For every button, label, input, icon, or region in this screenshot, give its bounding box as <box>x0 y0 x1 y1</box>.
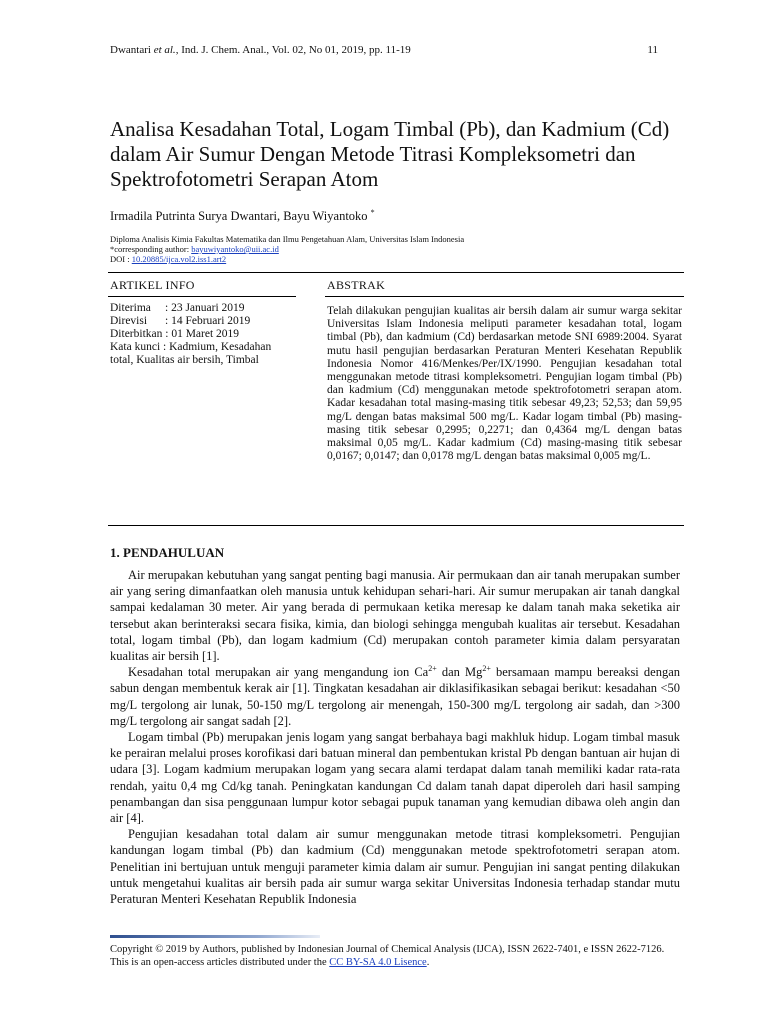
article-info-heading: ARTIKEL INFO <box>110 278 195 292</box>
doi-line <box>110 254 464 264</box>
superscript: 2+ <box>428 664 437 674</box>
divider-bottom <box>108 525 684 526</box>
corresponding-mark: * <box>370 208 375 217</box>
copyright-footer <box>110 943 680 969</box>
published-line: Diterbitkan : 01 Maret 2019 <box>110 328 240 340</box>
doi-label: DOI : <box>110 254 130 264</box>
abstract-divider <box>325 296 684 297</box>
footer-bar <box>110 935 320 938</box>
received-label: Diterima <box>110 302 151 314</box>
affiliation-block <box>110 234 464 264</box>
doi-link[interactable]: 10.20885/ijca.vol2.iss1.art2 <box>131 254 227 264</box>
copyright-text: Copyright © 2019 by Authors, published by Indonesian Journal of Chemical Analysis (IJCA), ISSN 2622-7401, e ISSN 2622-7126. This is an open-access articles distributed under the <box>110 944 665 968</box>
footer-end: . <box>426 957 430 968</box>
paragraph: Air merupakan kebutuhan yang sangat penting bagi manusia. Air permukaan dan air tanah merupakan sumber air yang sering dimanfaatkan oleh manusia untuk kehidupan sehari-hari. Air sumur merupakan air tanah dangkal sampai kedalaman 30 meter. Air yang berada di permukaan ketika meresap ke dalam tanah maka seketika air tersebut akan berinteraksi secara fisika, kimia, dan biologi sehingga mengubah kualitas air tersebut. Kesadahan total, logam timbal (Pb), dan logam kadmium (Cd) merupakan contoh parameter kimia dalam persyaratan kualitas air bersih [1]. <box>110 568 680 664</box>
paragraph: Pengujian kesadahan total dalam air sumur menggunakan metode titrasi kompleksometri. Pengujian kandungan logam timbal (Pb) dan kadmium (Cd) menggunakan metode spektrofotometri serapan atom. Penelitian ini bertujuan untuk menguji parameter kimia dalam air sumur. Pengujian ini sangat penting dilakukan untuk mengetahui kualitas air bersih pada air sumur warga sekitar Universitas Indonesia terhadap standar mutu Peraturan Menteri Kesehatan Republik Indonesia <box>110 827 680 907</box>
paragraph-part: Kesadahan total merupakan air yang mengandung ion Ca <box>128 665 429 680</box>
revised-label: Direvisi <box>110 315 148 327</box>
affiliation: Diploma Analisis Kimia Fakultas Matematika dan Ilmu Pengetahuan Alam, Universitas Islam Indonesia <box>110 234 465 244</box>
header-etal: et al. <box>153 44 176 56</box>
received-date: : 23 Januari 2019 <box>165 302 245 314</box>
abstract-text: Telah dilakukan pengujian kualitas air bersih dalam air sumur warga sekitar Universitas Islam Indonesia meliputi parameter kesadahan total, logam timbal (Pb), dan kadmium (Cd) berdasarkan metode SNI 6989:2004. Syarat mutu hasil pengujian berdasarkan Peraturan Menteri Kesehatan Republik Indonesia Nomor 416/Menkes/Per/IX/1990. Pengujian kesadahan total menggunakan metode titrasi kompleksometri. Pengujian logam timbal (Pb) dan kadmium (Cd) menggunakan metode spektrofotometri serapan atom. Kadar kesadahan total masing-masing titik sebesar 49,23; 52,53; dan 59,95 mg/L dengan batas maksimal 500 mg/L. Kadar logam timbal (Pb) masing-masing titik sebesar 0,2995; 0,2271; dan 0,4364 mg/L dengan batas maksimal 0,05 mg/L. Kadar kadmium (Cd) masing-masing titik sebesar 0,0167; 0,0147; dan 0,0178 mg/L dengan batas maksimal 0,005 mg/L. <box>327 305 682 463</box>
article-info-body <box>110 302 296 367</box>
corresponding-label: *corresponding author: <box>110 244 190 254</box>
page-number: 11 <box>647 44 658 56</box>
header-author: Dwantari <box>110 44 151 56</box>
paragraph: Logam timbal (Pb) merupakan jenis logam yang sangat berbahaya bagi makhluk hidup. Logam timbal masuk ke perairan melalui proses korofikasi dari batuan mineral dan pembentukan kristal Pb dengan bantuan air hujan di udara [3]. Logam kadmium merupakan logam yang secara alami terdapat dalam tanah memiliki kadar rata-rata rendah, yaitu 0,4 mg Cd/kg tanah. Peningkatan kandungan Cd dalam tanah dapat diperoleh dari hasil samping penambangan dan sisa penggunaan lumpur kotor sebagai pupuk tanaman yang kemudian dibawa oleh angin dan air [4]. <box>110 730 680 826</box>
abstract-heading: ABSTRAK <box>327 278 386 292</box>
introduction-body <box>110 567 680 907</box>
paragraph-part: bersamaan mampu bereaksi dengan sabun dengan membentuk kerak air [1]. Tingkatan kesadahan air diklasifikasikan sebagai berikut: kesadahan <50 mg/L tergolong air lunak, 50-150 mg/L tergolong air menengah, 150-300 mg/L tergolong air sadah, dan >300 mg/L tergolong air sangat sadah [2]. <box>110 665 680 728</box>
corresponding-email-link[interactable]: bayuwiyantoko@uii.ac.id <box>191 244 279 254</box>
keywords: Kata kunci : Kadmium, Kesadahan total, Kualitas air bersih, Timbal <box>110 341 272 366</box>
paragraph <box>110 664 680 729</box>
section-heading: 1. PENDAHULUAN <box>110 545 225 560</box>
paragraph-part: dan Mg <box>436 665 483 680</box>
header-citation: , Ind. J. Chem. Anal., Vol. 02, No 01, 2019, pp. 11-19 <box>175 44 411 56</box>
paper-title: Analisa Kesadahan Total, Logam Timbal (Pb), dan Kadmium (Cd) dalam Air Sumur Dengan Metode Titrasi Kompleksometri dan Spektrofotometri Serapan Atom <box>110 117 670 191</box>
divider-top <box>108 272 684 273</box>
running-header <box>110 44 658 56</box>
author-line <box>110 208 375 224</box>
received-row <box>110 302 296 315</box>
article-info-divider <box>108 296 296 297</box>
revised-date: : 14 Februari 2019 <box>165 315 251 327</box>
authors: Irmadila Putrinta Surya Dwantari, Bayu Wiyantoko <box>110 209 368 224</box>
license-link[interactable]: CC BY-SA 4.0 Lisence <box>329 957 427 968</box>
corresponding-line <box>110 244 464 254</box>
revised-row <box>110 315 296 328</box>
superscript: 2+ <box>482 664 491 674</box>
